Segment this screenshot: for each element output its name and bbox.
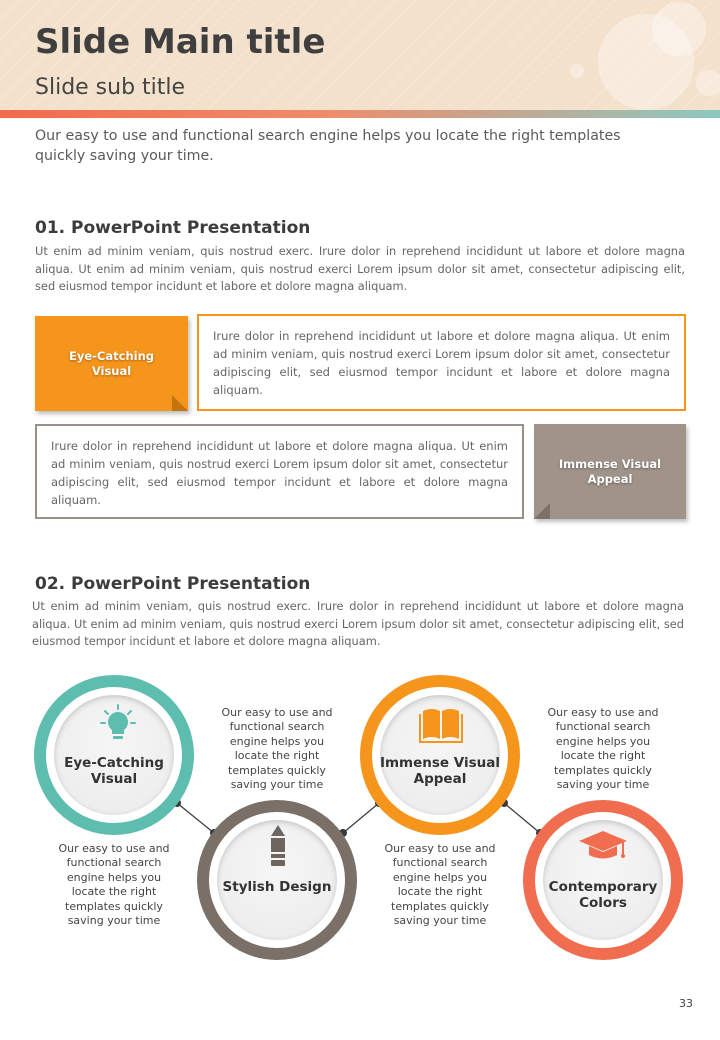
step-2-label: Stylish Design bbox=[222, 879, 332, 895]
pencil-icon bbox=[266, 824, 290, 870]
step-4-label: Contemporary Colors bbox=[548, 879, 658, 911]
section1-body: Ut enim ad minim veniam, quis nostrud exerc. Irure dolor in reprehend incididunt ut labore et dolore magna aliqua. Ut enim ad minim veniam, quis nostrud exerci Lorem ipsum dolor sit amet, consectetur adipiscing elit, sed eiusmod tempor incidunt et labore et dolore magna aliquam. bbox=[35, 244, 685, 294]
page-number: 33 bbox=[679, 997, 693, 1010]
open-book-icon bbox=[419, 705, 463, 743]
eye-catching-visual-text-box: Irure dolor in reprehend incididunt ut labore et dolore magna aliqua. Ut enim ad minim veniam, quis nostrud exerci Lorem ipsum dolor sit amet, consectetur adipiscing elit, sed eiusmod tempor incidunt et labore et dolore magna aliquam. bbox=[197, 314, 686, 411]
step-1-ring bbox=[34, 675, 194, 835]
connector-line bbox=[177, 803, 214, 833]
step-3-ring bbox=[360, 675, 520, 835]
page-title: Slide Main title bbox=[35, 22, 326, 62]
immense-visual-appeal-text-box: Irure dolor in reprehend incididunt ut labore et dolore magna aliqua. Ut enim ad minim veniam, quis nostrud exerci Lorem ipsum dolor sit amet, consectetur adipiscing elit, sed eiusmod tempor incidunt et labore et dolore magna aliquam. bbox=[35, 424, 524, 519]
page-subtitle: Slide sub title bbox=[35, 75, 186, 100]
intro-text: Our easy to use and functional search engine helps you locate the right templates quickly saving your time. bbox=[35, 128, 621, 164]
section2-body: Ut enim ad minim veniam, quis nostrud exerc. Irure dolor in reprehend incididunt ut labore et dolore magna aliqua. Ut enim ad minim veniam, quis nostrud exerci Lorem ipsum dolor sit amet, consectetur adipiscing elit, sed eiusmod tempor incidunt et labore et dolore magna aliquam. bbox=[32, 599, 684, 649]
step-2-caption: Our easy to use and functional search engine helps you locate the right templates quickly saving your time bbox=[221, 706, 333, 792]
step-3-caption: Our easy to use and functional search engine helps you locate the right templates quickly saving your time bbox=[384, 842, 496, 928]
step-1-caption: Our easy to use and functional search engine helps you locate the right templates quickly saving your time bbox=[58, 842, 170, 928]
section1-heading: 01. PowerPoint Presentation bbox=[35, 218, 311, 238]
step-3-label: Immense Visual Appeal bbox=[379, 755, 501, 787]
immense-visual-appeal-tag-label: Immense Visual Appeal bbox=[558, 456, 662, 486]
step-4-caption: Our easy to use and functional search engine helps you locate the right templates quickly saving your time bbox=[547, 706, 659, 792]
step-4-ring bbox=[523, 800, 683, 960]
step-2-ring bbox=[197, 800, 357, 960]
eye-catching-visual-tag-label: Eye-Catching Visual bbox=[69, 348, 154, 378]
connector-line bbox=[504, 803, 540, 833]
section2-heading: 02. PowerPoint Presentation bbox=[35, 574, 311, 594]
graduation-cap-icon bbox=[577, 829, 629, 863]
step-1-label: Eye-Catching Visual bbox=[64, 755, 164, 787]
lightbulb-icon bbox=[98, 703, 138, 743]
connector-line bbox=[343, 803, 379, 833]
